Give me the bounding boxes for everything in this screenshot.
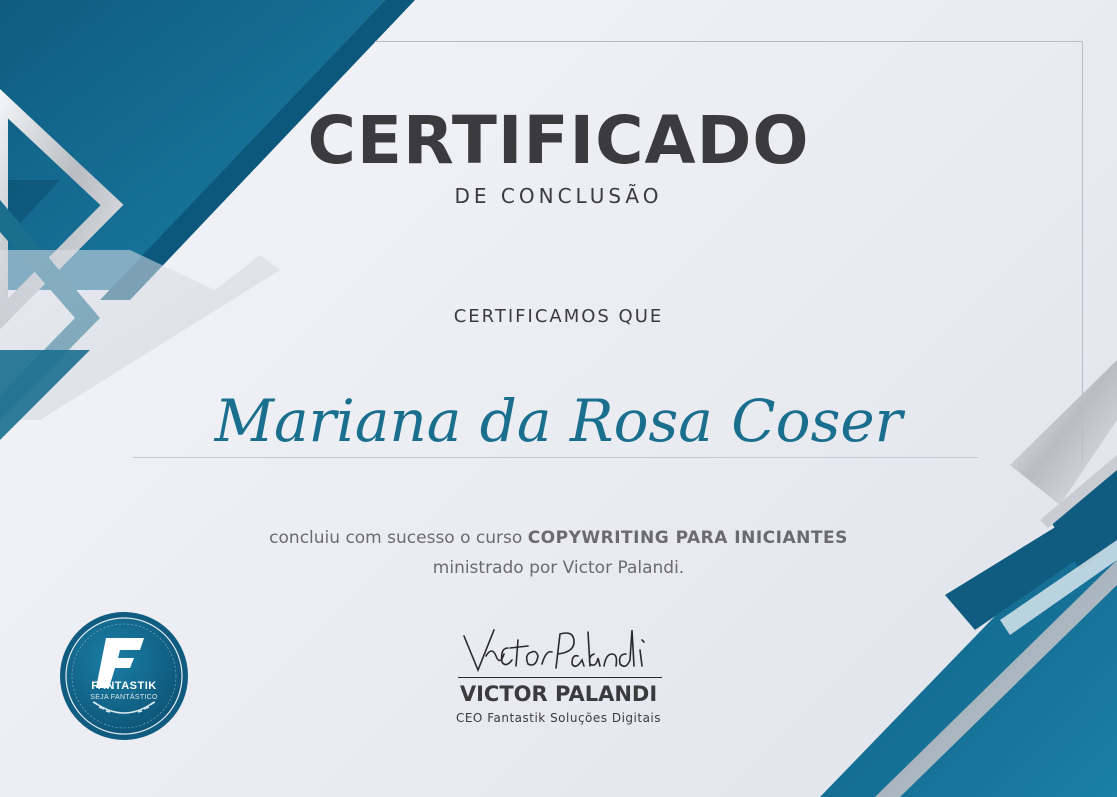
seal-brand: FANTASTIK xyxy=(91,680,157,692)
body-prefix: concluiu com sucesso o curso xyxy=(269,528,523,548)
handwritten-signature xyxy=(456,626,666,678)
name-underline xyxy=(133,457,978,458)
signer-role: CEO Fantastik Soluções Digitais xyxy=(455,711,662,725)
course-name: COPYWRITING PARA INICIANTES xyxy=(527,528,848,548)
fantastik-seal-badge xyxy=(58,610,190,742)
certificate-title: CERTIFICADO xyxy=(307,102,810,179)
certify-intro: CERTIFICAMOS QUE xyxy=(453,306,664,327)
signer-name: VICTOR PALANDI xyxy=(459,682,658,706)
body-line-2: ministrado por Victor Palandi. xyxy=(432,558,685,578)
recipient-name: Mariana da Rosa Coser xyxy=(214,387,903,455)
seal-tagline: SEJA FANTÁSTICO xyxy=(90,694,158,701)
course-description xyxy=(0,523,1117,583)
signature-line xyxy=(458,677,662,678)
certificate-subtitle: DE CONCLUSÃO xyxy=(454,184,663,208)
frame-border-top xyxy=(375,41,1083,42)
